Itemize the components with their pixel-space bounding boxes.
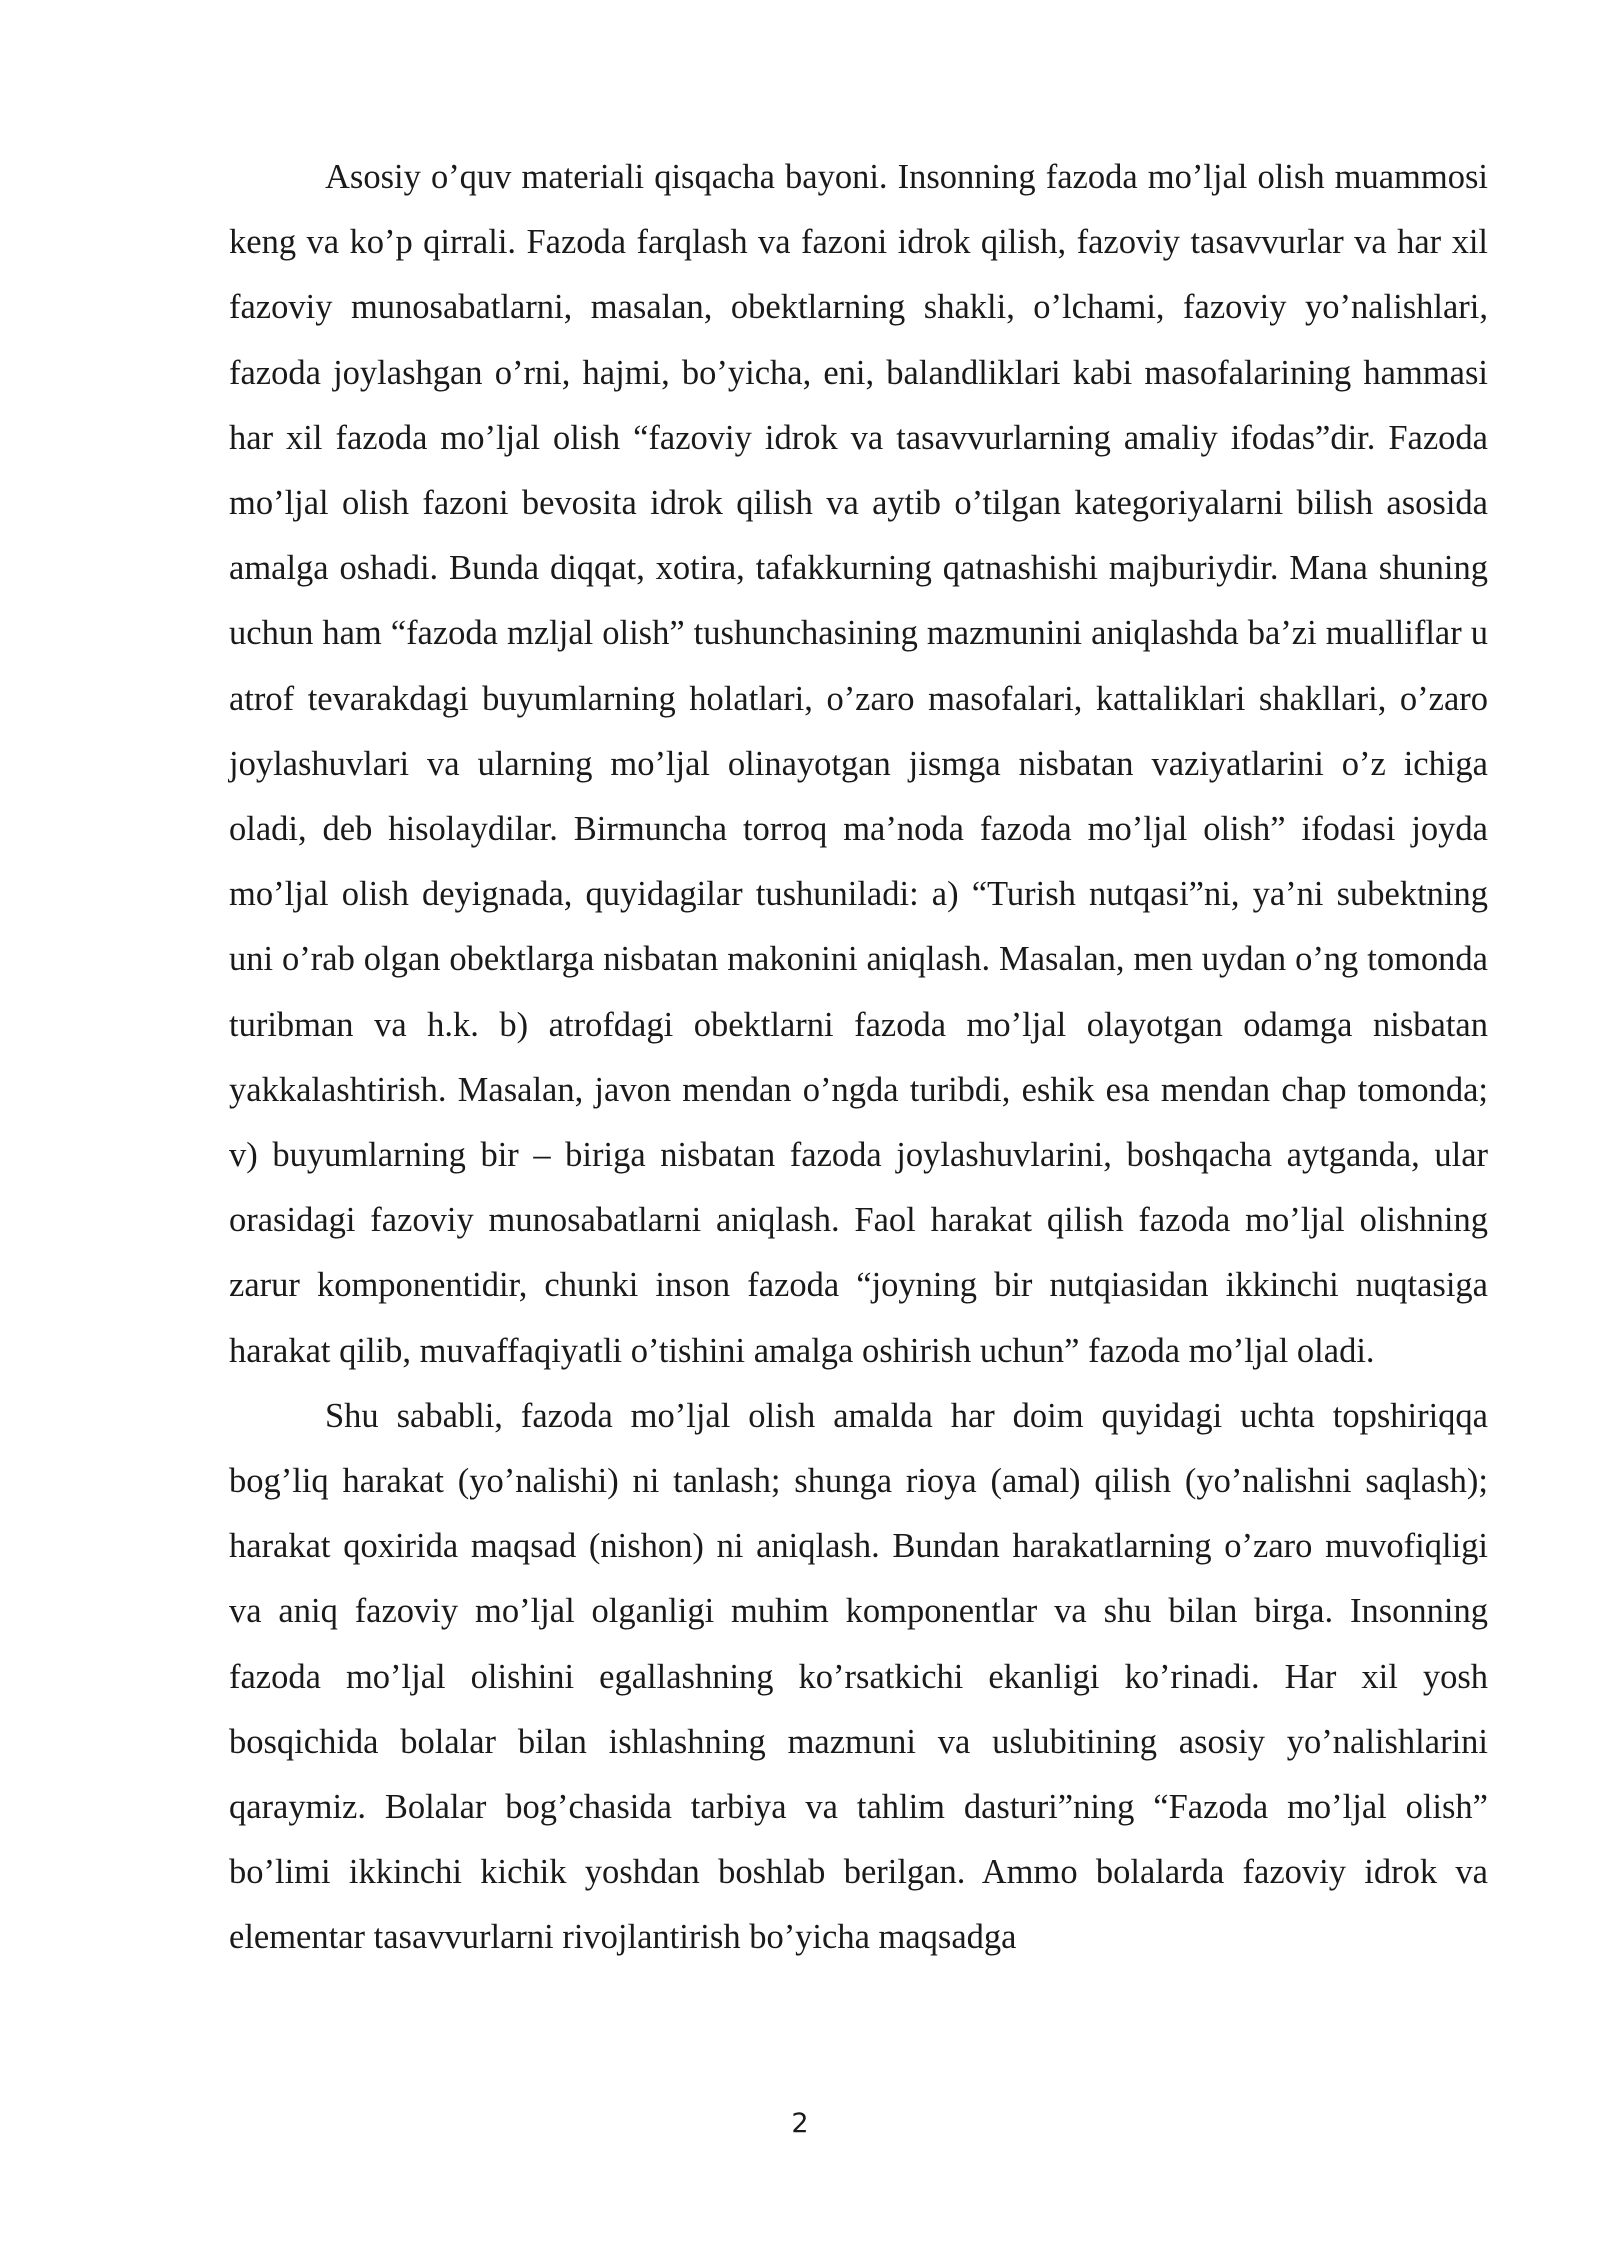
paragraph-2: Shu sababli, fazoda mo’ljal olish amalda har doim quyidagi uchta topshiriqqa bog’liq harakat (yo’nalishi) ni tanlash; shunga rioya (amal) qilish (yo’nalishni saqlash); harakat qoxirida maqsad (nishon) ni aniqlash. Bundan harakatlarning o’zaro muvofiqligi va aniq fazoviy mo’ljal olganligi muhim komponentlar va shu bilan birga. Insonning fazoda mo’ljal olishini egallashning ko’rsatkichi ekanligi ko’rinadi. Har xil yosh bosqichida bolalar bilan ishlashning mazmuni va uslubitining asosiy yo’nalishlarini qaraymiz. Bolalar bog’chasida tarbiya va tahlim dasturi”ning “Fazoda mo’ljal olish” bo’limi ikkinchi kichik yoshdan boshlab berilgan. Ammo bolalarda fazoviy idrok va elementar tasavvurlarni rivojlantirish bo’yicha maqsadga: [229, 1396, 1488, 1957]
body-text: [229, 145, 1488, 1971]
page-number: 2: [791, 2108, 809, 2139]
paragraph-1: Asosiy o’quv materiali qisqacha bayoni. Insonning fazoda mo’ljal olish muammosi keng va ko’p qirrali. Fazoda farqlash va fazoni idrok qilish, fazoviy tasavvurlar va har xil fazoviy munosabatlarni, masalan, obektlarning shakli, o’lchami, fazoviy yo’nalishlari, fazoda joylashgan o’rni, hajmi, bo’yicha, eni, balandliklari kabi masofalarining hammasi har xil fazoda mo’ljal olish “fazoviy idrok va tasavvurlarning amaliy ifodas”dir. Fazoda mo’ljal olish fazoni bevosita idrok qilish va aytib o’tilgan kategoriyalarni bilish asosida amalga oshadi. Bunda diqqat, xotira, tafakkurning qatnashishi majburiydir. Mana shuning uchun ham “fazoda mzljal olish” tushunchasining mazmunini aniqlashda ba’zi mualliflar u atrof tevarakdagi buyumlarning holatlari, o’zaro masofalari, kattaliklari shakllari, o’zaro joylashuvlari va ularning mo’ljal olinayotgan jismga nisbatan vaziyatlarini o’z ichiga oladi, deb hisolaydilar. Birmuncha torroq ma’noda fazoda mo’ljal olish” ifodasi joyda mo’ljal olish deyignada, quyidagilar tushuniladi: a) “Turish nutqasi”ni, ya’ni subektning uni o’rab olgan obektlarga nisbatan makonini aniqlash. Masalan, men uydan o’ng tomonda turibman va h.k. b) atrofdagi obektlarni fazoda mo’ljal olayotgan odamga nisbatan yakkalashtirish. Masalan, javon mendan o’ngda turibdi, eshik esa mendan chap tomonda; v) buyumlarning bir – biriga nisbatan fazoda joylashuvlarini, boshqacha aytganda, ular orasidagi fazoviy munosabatlarni aniqlash. Faol harakat qilish fazoda mo’ljal olishning zarur komponentidir, chunki inson fazoda “joyning bir nutqiasidan ikkinchi nuqtasiga harakat qilib, muvaffaqiyatli o’tishini amalga oshirish uchun” fazoda mo’ljal oladi.: [229, 158, 1488, 1370]
